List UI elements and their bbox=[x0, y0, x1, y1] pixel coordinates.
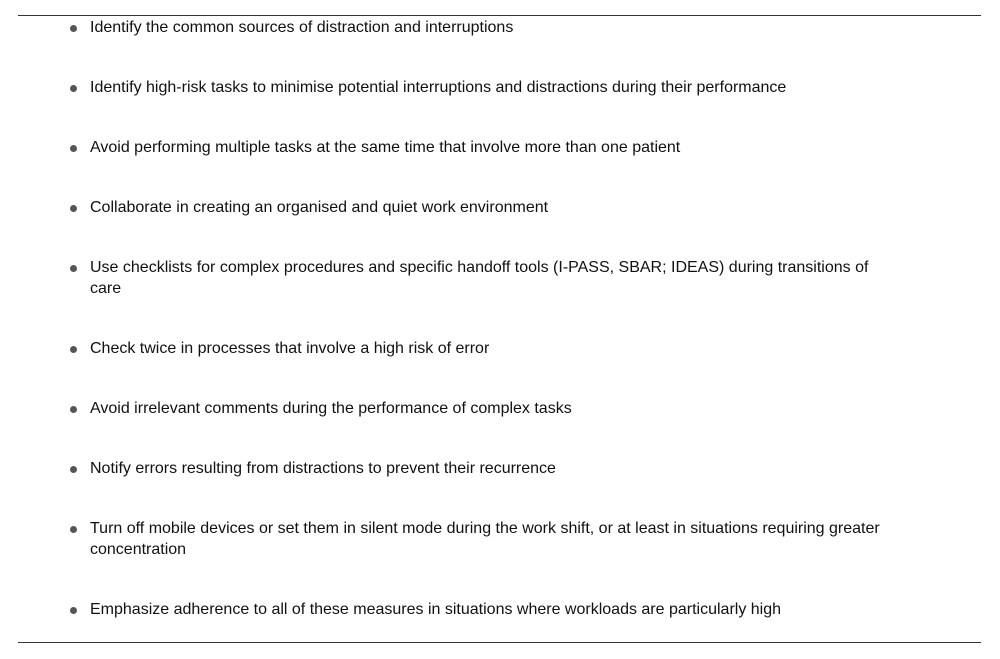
list-item-text: Identify the common sources of distraction and interruptions bbox=[90, 19, 514, 36]
list-item bbox=[0, 257, 1000, 299]
list-item-text: Collaborate in creating an organised and quiet work environment bbox=[90, 199, 549, 216]
top-rule bbox=[18, 15, 981, 16]
list-item bbox=[0, 338, 1000, 359]
list-item bbox=[0, 518, 1000, 560]
bullet-icon bbox=[70, 205, 77, 212]
bullet-icon bbox=[70, 85, 77, 92]
bullet-icon bbox=[70, 526, 77, 533]
list-item bbox=[0, 77, 1000, 98]
bullet-icon bbox=[70, 607, 77, 614]
list-item-text: Check twice in processes that involve a high risk of error bbox=[90, 340, 490, 357]
list-item bbox=[0, 458, 1000, 479]
bottom-rule bbox=[18, 642, 981, 643]
list-item bbox=[0, 599, 1000, 620]
list-item-text: Avoid performing multiple tasks at the same time that involve more than one patient bbox=[90, 139, 681, 156]
list-item-text: Turn off mobile devices or set them in silent mode during the work shift, or at least in situations requiring greater concentration bbox=[90, 520, 880, 558]
bullet-icon bbox=[70, 25, 77, 32]
list-item bbox=[0, 197, 1000, 218]
bullet-icon bbox=[70, 346, 77, 353]
bullet-icon bbox=[70, 466, 77, 473]
list-item-text: Avoid irrelevant comments during the performance of complex tasks bbox=[90, 400, 572, 417]
recommendations-list bbox=[0, 17, 1000, 659]
bullet-icon bbox=[70, 406, 77, 413]
bullet-icon bbox=[70, 265, 77, 272]
list-item-text: Identify high-risk tasks to minimise potential interruptions and distractions during their performance bbox=[90, 79, 787, 96]
list-item bbox=[0, 17, 1000, 38]
list-item-text: Notify errors resulting from distractions to prevent their recurrence bbox=[90, 460, 556, 477]
bullet-icon bbox=[70, 145, 77, 152]
list-item-text: Emphasize adherence to all of these measures in situations where workloads are particularly high bbox=[90, 601, 782, 618]
list-item bbox=[0, 137, 1000, 158]
list-item-text: Use checklists for complex procedures and specific handoff tools (I-PASS, SBAR; IDEAS) during transitions of care bbox=[90, 259, 869, 297]
list-item bbox=[0, 398, 1000, 419]
